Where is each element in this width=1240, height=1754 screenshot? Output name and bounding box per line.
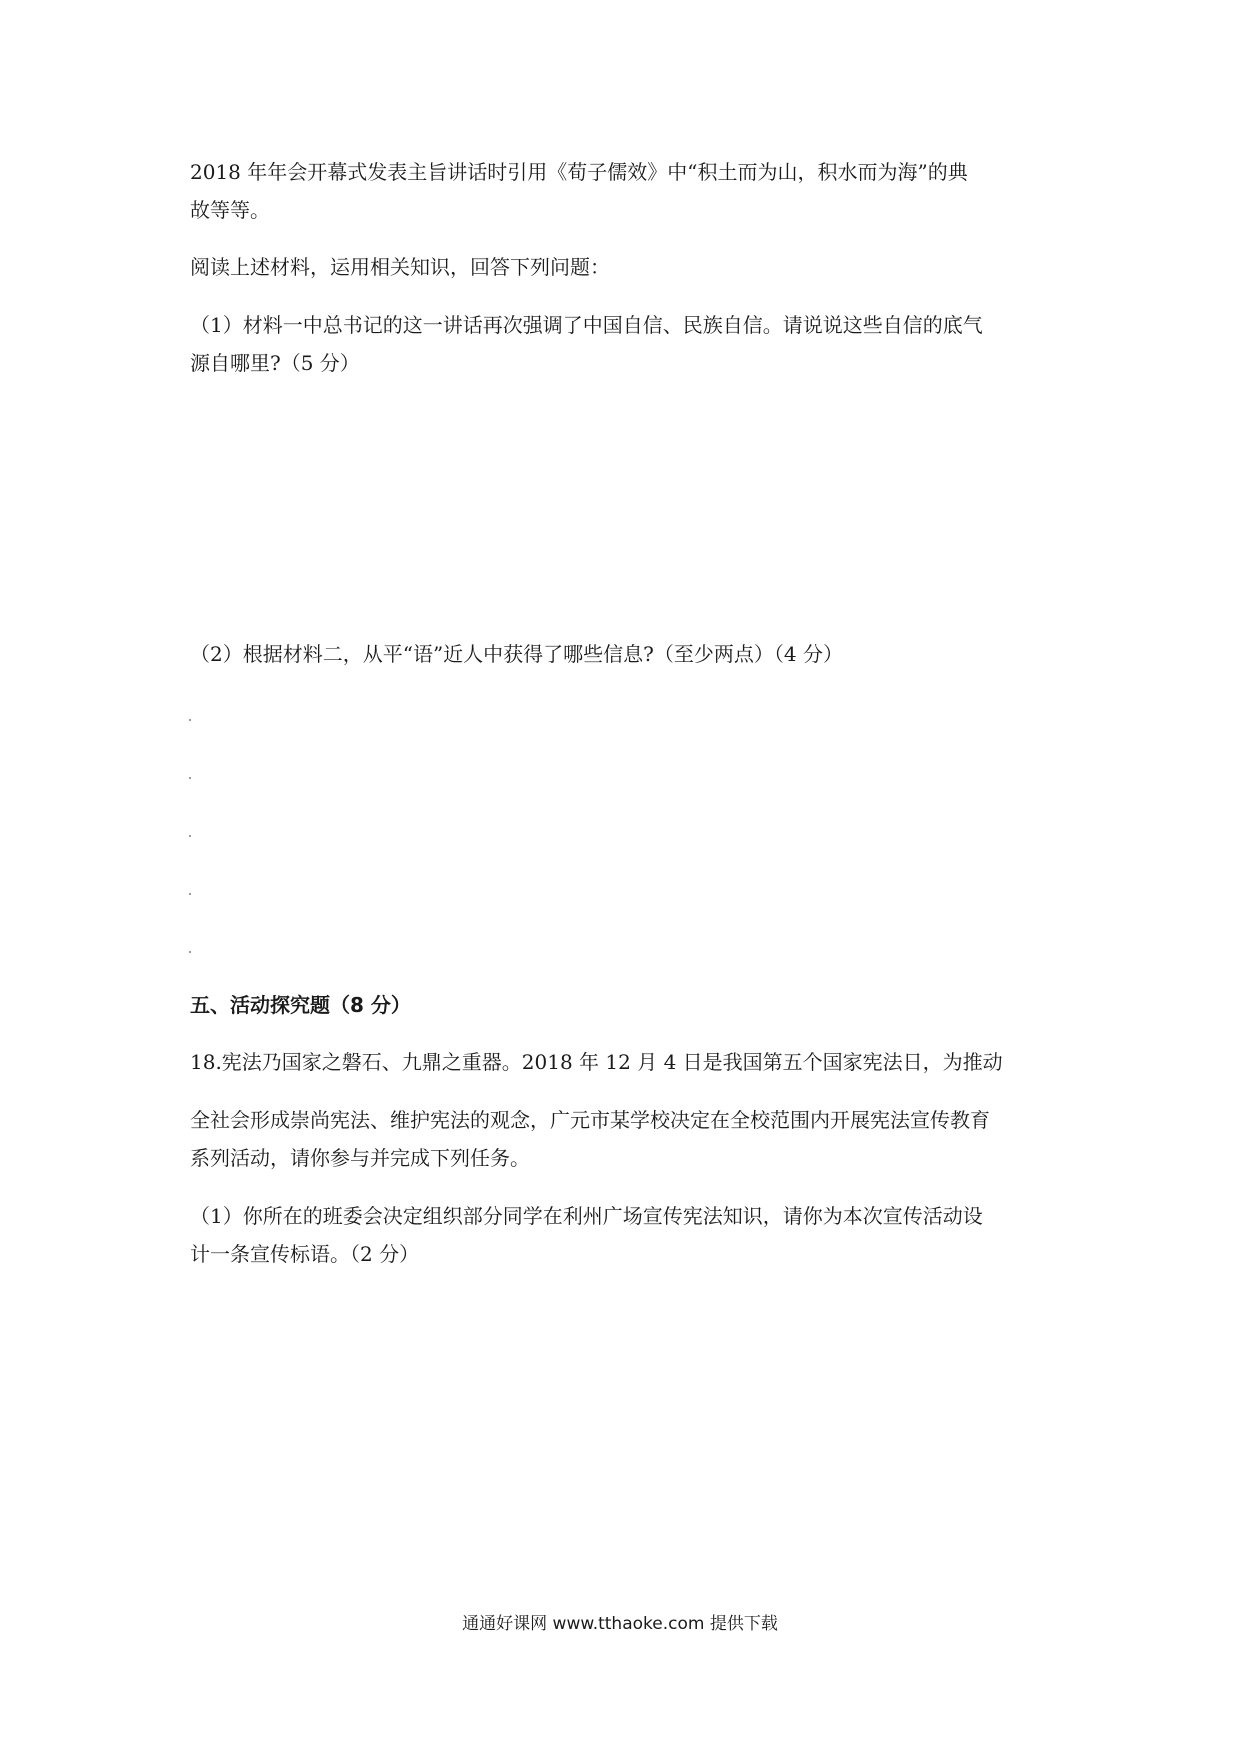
question-18-1-line-1: （1）你所在的班委会决定组织部分同学在利州广场宣传宪法知识，请你为本次宣传活动设 [190,1204,983,1228]
question-18-line-1: 18.宪法乃国家之磐石、九鼎之重器。2018 年 12 月 4 日是我国第五个国家宪法日，为推动 [190,1050,1003,1074]
instruction-text: 阅读上述材料，运用相关知识，回答下列问题： [190,255,610,279]
blank-mark [189,719,191,721]
question-2: （2）根据材料二，从平“语”近人中获得了哪些信息?（至少两点）（4 分） [190,642,843,666]
footer-text: 通通好课网 www.tthaoke.com 提供下载 [462,1614,778,1634]
question-18-1-line-2: 计一条宣传标语。（2 分） [190,1242,420,1266]
question-18-line-2: 全社会形成崇尚宪法、维护宪法的观念，广元市某学校决定在全校范围内开展宪法宣传教育 [190,1108,990,1132]
question-1-line-1: （1）材料一中总书记的这一讲话再次强调了中国自信、民族自信。请说说这些自信的底气 [190,313,983,337]
section-heading: 五、活动探究题（8 分） [190,993,411,1017]
blank-mark [189,835,191,837]
question-1-line-2: 源自哪里?（5 分） [190,351,360,375]
blank-mark [189,951,191,953]
question-18-line-3: 系列活动，请你参与并完成下列任务。 [190,1146,530,1170]
blank-mark [189,777,191,779]
material-line-1: 2018 年年会开幕式发表主旨讲话时引用《荀子儒效》中“积土而为山，积水而为海”的典 [190,160,968,184]
material-line-2: 故等等。 [190,198,270,222]
blank-mark [189,893,191,895]
